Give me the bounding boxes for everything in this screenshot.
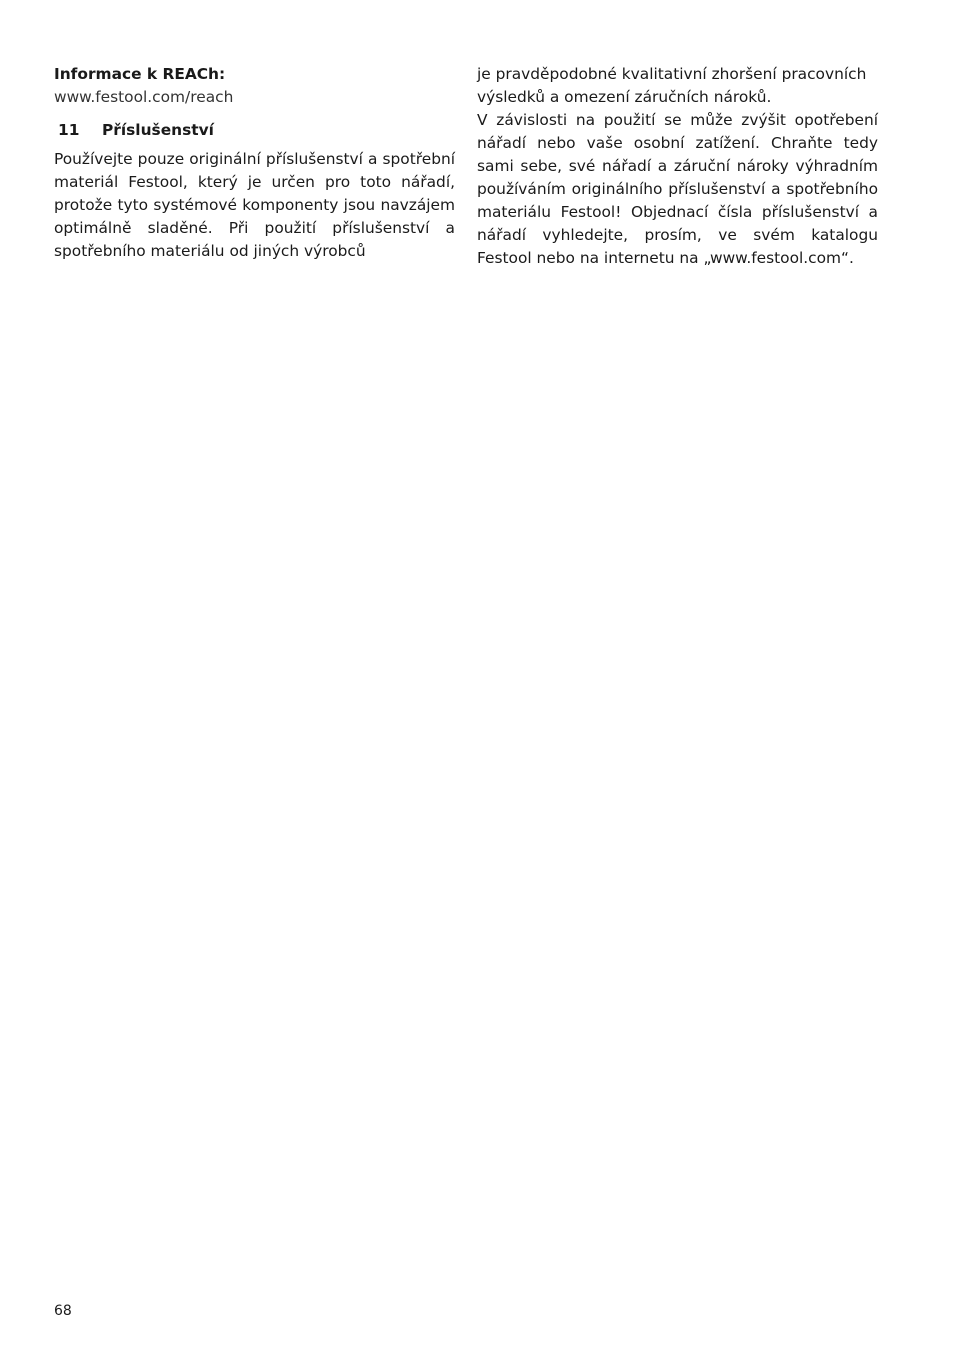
reach-url: www.festool.com/reach [54,88,234,106]
reach-heading: Informace k REACh: [54,65,226,83]
section-number: 11 [58,121,80,139]
page-number: 68 [54,1303,72,1319]
section-heading [54,119,455,142]
left-column [54,63,455,263]
wear-paragraph: V závislosti na použití se může zvýšit opotřebení nářadí nebo vaše osobní zatížení. Chraňte tedy sami sebe, své nářadí a záruční nároky výhradním používáním originálního příslušenství a spotřebního materiálu Festool! Objednací čísla příslušenství a nářadí vyhledejte, prosím, ve svém katalogu Festool nebo na internetu na „www.festool.com“. [477,111,878,267]
continuation-paragraph: je pravděpodobné kvalitativní zhoršení pracovních výsledků a omezení záručních nároků. [477,65,867,106]
right-column [477,63,878,270]
section-title: Příslušenství [102,121,214,139]
accessories-paragraph: Používejte pouze originální příslušenství a spotřební materiál Festool, který je určen pro toto nářadí, protože tyto systémové komponenty jsou navzájem optimálně sladěné. Při použití příslušenství a spotřebního materiálu od jiných výrobců [54,150,455,260]
